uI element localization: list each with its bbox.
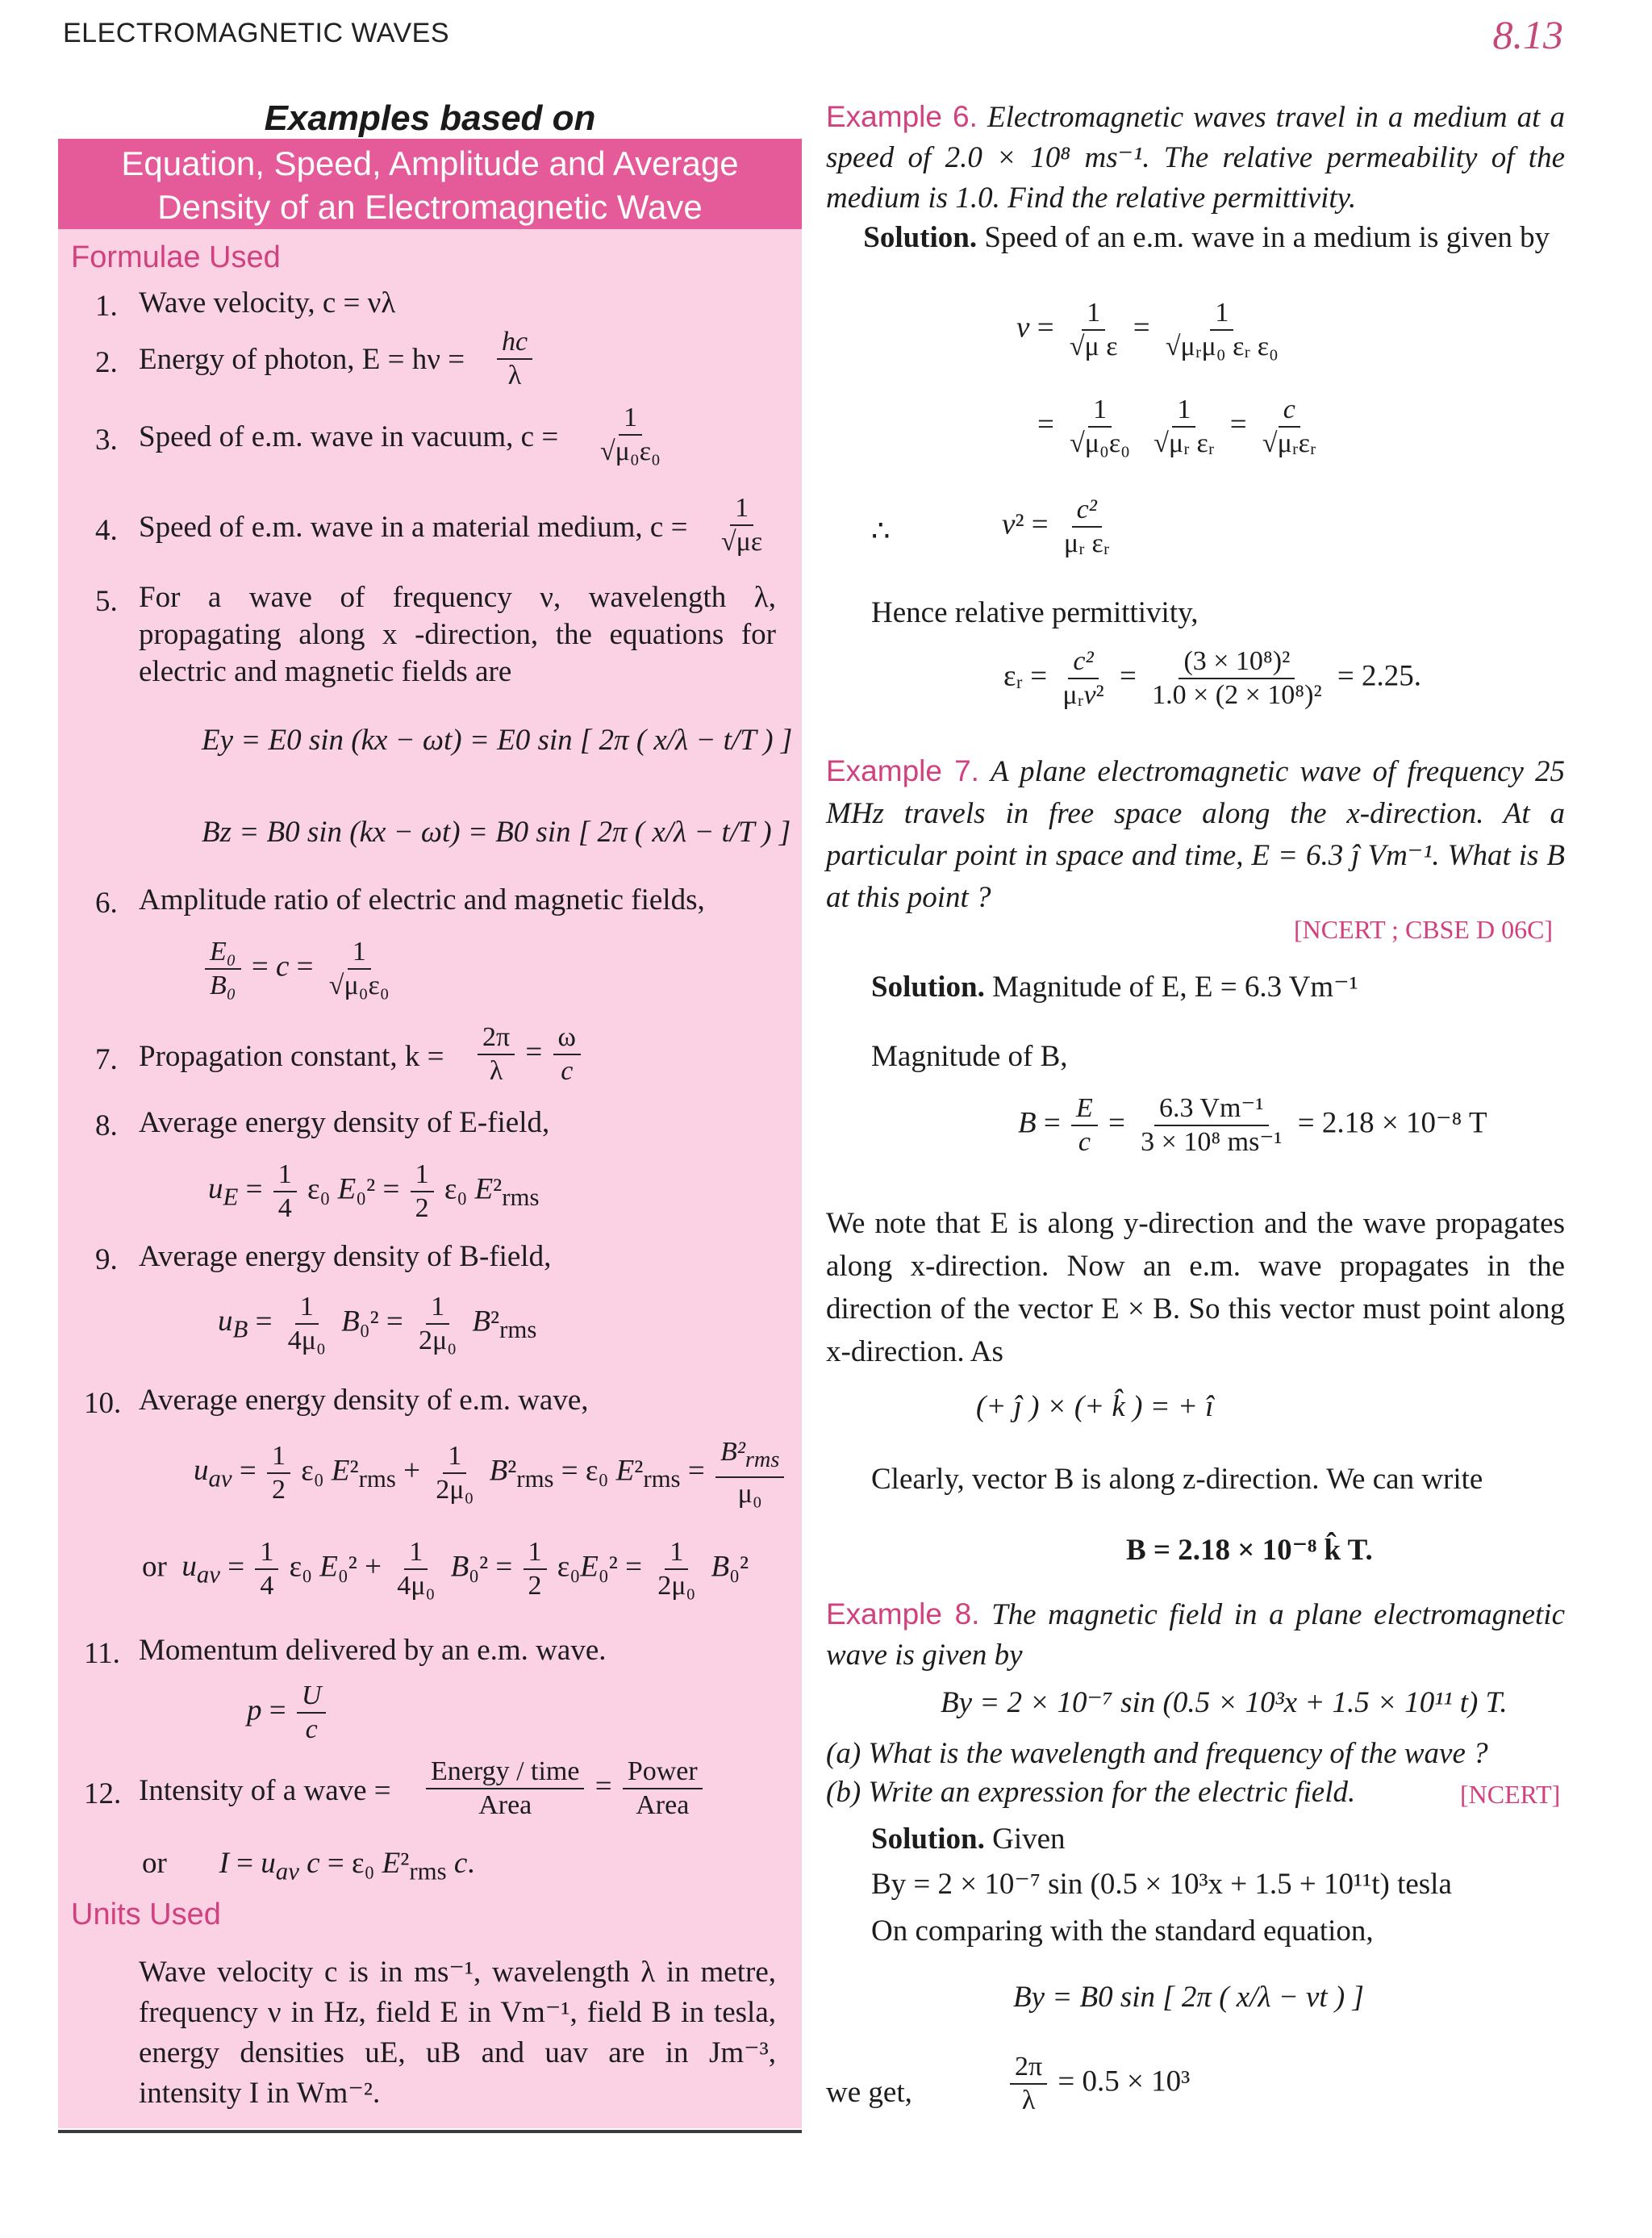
item-number: 7. — [95, 1043, 118, 1076]
example-8-part-a: (a) What is the wavelength and frequency of the wave ? — [826, 1737, 1488, 1770]
item-number: 4. — [95, 514, 118, 547]
energy-density-B-eq: $u_B$ = $\frac{1}{\text{4μ₀}}$ B₀² = $\frac{1}{\text{2μ₀}}$ $B^2_{rms}$ — [218, 1292, 537, 1355]
item-number: 3. — [95, 424, 118, 457]
formula-item: Propagation constant, k = — [139, 1040, 444, 1073]
formula-item: Average energy density of B-field, — [139, 1240, 552, 1273]
formula-item: Amplitude ratio of electric and magnetic fields, — [139, 883, 705, 916]
formula-item: Energy of photon, E = hν = — [139, 343, 465, 376]
formula-item: Average energy density of E-field, — [139, 1106, 550, 1139]
formula-item: Wave velocity, c = νλ — [139, 286, 396, 319]
equation-Bz: Bz = B0 sin (kx − ωt) = B0 sin [ 2π ( x/λ − t/T ) ] — [202, 816, 791, 849]
example-8-part-b: (b) Write an expression for the electric field. — [826, 1776, 1356, 1809]
formula-item: For a wave of frequency ν, wavelength λ, propagating along x -direction, the equations for electric and magnetic fields are — [139, 581, 776, 688]
energy-density-alt-eq: or $u_{av}$ = $\frac{1}{4}$ ε₀ E₀² + $\frac{1}{\text{4μ₀}}$ B₀² = $\frac{1}{2}$ ε₀E₀² = $\frac{1}{\text{2μ₀}}$ B₀² — [142, 1537, 749, 1601]
speed-eq-2: = $\frac{1}{\text{√μ₀ε₀}}$ $\frac{1}{\text{√μᵣ εᵣ}}$ = $\frac{c}{\text{√μᵣεᵣ}}$ — [1037, 395, 1316, 458]
banner-line-2: Density of an Electromagnetic Wave — [157, 188, 703, 226]
b-vector-final: B = 2.18 × 10⁻⁸ k̂ T. — [1126, 1534, 1373, 1567]
intensity-eq: $\frac{\text{Energy / time}}{\text{Area}}$ = $\frac{\text{Power}}{\text{Area}}$ — [423, 1756, 706, 1822]
example-6 — [826, 97, 1565, 219]
item-number: 11. — [84, 1637, 120, 1670]
hence-text: Hence relative permittivity, — [871, 596, 1199, 629]
item-number: 8. — [95, 1109, 118, 1142]
example-7 — [826, 750, 1565, 919]
example-6-solution — [826, 218, 1565, 258]
permittivity-result: = 2.25. — [1337, 659, 1422, 693]
item-number: 2. — [95, 346, 118, 379]
solution-text: Magnitude of E, E = 6.3 Vm⁻¹ — [992, 971, 1358, 1004]
formula-fraction: $\frac{hc}{\lambda}$ — [494, 326, 536, 392]
item-number: 5. — [95, 585, 118, 618]
solution-label: Solution. — [863, 221, 978, 254]
example-7-solution — [871, 968, 1358, 1007]
or-label: or — [142, 1847, 167, 1880]
units-paragraph: Wave velocity c is in ms⁻¹, wavelength λ in metre, frequency ν in Hz, field E in Vm⁻¹, field B in tesla, energy densities uE, uB and uav are in Jm⁻³, intensity I in Wm⁻². — [139, 1956, 776, 2110]
amplitude-ratio-eq: $\frac{\text{E₀}}{\text{B₀}}$ = c = $\frac{1}{\text{√μ₀ε₀}}$ — [202, 936, 398, 1002]
equation-Ey: Ey = E0 sin (kx − ωt) = E0 sin [ 2π ( x/λ − t/T ) ] — [202, 724, 793, 757]
example-8-solution — [871, 1820, 1066, 1859]
b-magnitude-eq: B = $\frac{E}{c}$ = $\frac{\text{6.3 Vm⁻¹}}{\text{3 × 10⁸ ms⁻¹}}$ = 2.18 × 10⁻⁸ T — [1018, 1093, 1487, 1157]
wavenumber-result: = 0.5 × 10³ — [1058, 2065, 1191, 2098]
permittivity-eq: εᵣ = $\frac{\text{c²}}{\text{μᵣv²}}$ = $\frac{\text{(3 × 10⁸)²}}{\text{1.0 × (2 × 10⁸)²}}$ = 2.25. — [1003, 646, 1422, 710]
we-get-text: we get, — [826, 2076, 912, 2109]
item-number: 10. — [84, 1387, 122, 1420]
banner-line-1: Equation, Speed, Amplitude and Average — [121, 144, 739, 182]
page-number: 8.13 — [1492, 12, 1563, 57]
magnitude-b-text: Magnitude of B, — [871, 1040, 1068, 1073]
item-number: 1. — [95, 290, 118, 323]
or-label: or — [142, 1550, 167, 1584]
item-number: 12. — [84, 1777, 122, 1810]
solution-label: Solution. — [871, 971, 985, 1004]
formula-item: Speed of e.m. wave in vacuum, c = — [139, 420, 559, 453]
formula-item: Momentum delivered by an e.m. wave. — [139, 1634, 607, 1667]
formula-item: Average energy density of e.m. wave, — [139, 1384, 589, 1417]
momentum-eq: p = $\frac{U}{c}$ — [247, 1680, 329, 1746]
b-magnitude-result: = 2.18 × 10⁻⁸ T — [1297, 1106, 1487, 1140]
solution-label: Solution. — [871, 1823, 985, 1856]
standard-eq: By = B0 sin [ 2π ( x/λ − νt ) ] — [1013, 1981, 1364, 2014]
wavenumber-eq: $\frac{2\pi}{\lambda}$ = 0.5 × 10³ — [1007, 2051, 1190, 2117]
energy-density-em-eq: $u_{av}$ = $\frac{1}{2}$ ε₀ $E^2_{rms}$ + $\frac{1}{\text{2μ₀}}$ $B^2_{rms} = \varepsilon_0$ $E^2_{rms}$ = $\frac{B^2_{rms}}{\text{μ₀}}$ — [194, 1436, 787, 1510]
v-squared-eq: v² = $\frac{\text{c²}}{\text{μᵣ εᵣ}}$ — [1002, 495, 1110, 558]
example-7-reference: [NCERT ; CBSE D 06C] — [1294, 915, 1554, 944]
item-number: 6. — [95, 887, 118, 920]
example-7-text: A plane electromagnetic wave of frequency 25 MHz travels in free space along the x-direction. At a particular point in space and time, E = 6.3 ĵ Vm⁻¹. What is B at this point ? — [826, 755, 1565, 914]
formula-item: Intensity of a wave = — [139, 1774, 391, 1807]
example-8-reference: [NCERT] — [1460, 1780, 1561, 1809]
clearly-text: Clearly, vector B is along z-direction. We can write — [871, 1463, 1483, 1496]
solution-text: Speed of an e.m. wave in a medium is given by — [984, 221, 1550, 254]
formula-item: Speed of e.m. wave in a material medium, c = — [139, 511, 688, 544]
item-number: 9. — [95, 1243, 118, 1276]
bottom-rule — [58, 2130, 802, 2133]
example-8 — [826, 1594, 1565, 1676]
compare-text: On comparing with the standard equation, — [871, 1914, 1374, 1948]
intensity-alt-eq: or $I = u_{av}$ c = ε₀ $E^2_{rms}$ c. — [142, 1847, 475, 1885]
example-8-field-eq: By = 2 × 10⁻⁷ sin (0.5 × 10³x + 1.5 × 10¹¹ t) T. — [941, 1686, 1508, 1719]
propagation-constant-eq: $\frac{2\pi}{\lambda}$ = $\frac{\omega}{c}$ — [474, 1021, 584, 1088]
example-7-note: We note that E is along y-direction and the wave propagates along x-direction. Now an e.m. wave propagates in the direction of the vector E × B. So this vector must point along x-direction. As — [826, 1207, 1565, 1368]
box-heading: Examples based on — [264, 98, 596, 138]
formulae-used-heading: Formulae Used — [71, 240, 281, 274]
topic-banner — [58, 139, 802, 229]
cross-product-eq: (+ ĵ ) × (+ k̂ ) = + î — [976, 1390, 1214, 1423]
units-used-heading: Units Used — [71, 1898, 221, 1931]
running-header: ELECTROMAGNETIC WAVES — [63, 18, 449, 48]
example-6-text: Electromagnetic waves travel in a medium at a speed of 2.0 × 10⁸ ms⁻¹. The relative permeability of the medium is 1.0. Find the relative permittivity. — [826, 101, 1565, 215]
formula-fraction: $\frac{1}{√\mu\varepsilon}$ — [721, 493, 763, 557]
energy-density-E-eq: $u_E$ = $\frac{1}{4}$ ε₀ E₀² = $\frac{1}{2}$ ε₀ $E^2_{rms}$ — [208, 1159, 540, 1223]
example-8-text: The magnetic field in a plane electromagnetic wave is given by — [826, 1598, 1566, 1672]
example-7-label: Example 7. — [826, 754, 979, 787]
given-eq: By = 2 × 10⁻⁷ sin (0.5 × 10³x + 1.5 + 10¹¹t) tesla — [871, 1868, 1452, 1901]
speed-eq-1: v = $\frac{1}{\text{√μ ε}}$ = $\frac{1}{\text{√μᵣμ₀ εᵣ ε₀}}$ — [1016, 298, 1279, 361]
formula-fraction: $\frac{1}{\text{√μ₀ε₀}}$ — [600, 403, 661, 466]
therefore-symbol: ∴ — [871, 515, 891, 548]
solution-text: Given — [992, 1823, 1066, 1856]
example-8-label: Example 8. — [826, 1597, 980, 1630]
example-6-label: Example 6. — [826, 100, 978, 133]
